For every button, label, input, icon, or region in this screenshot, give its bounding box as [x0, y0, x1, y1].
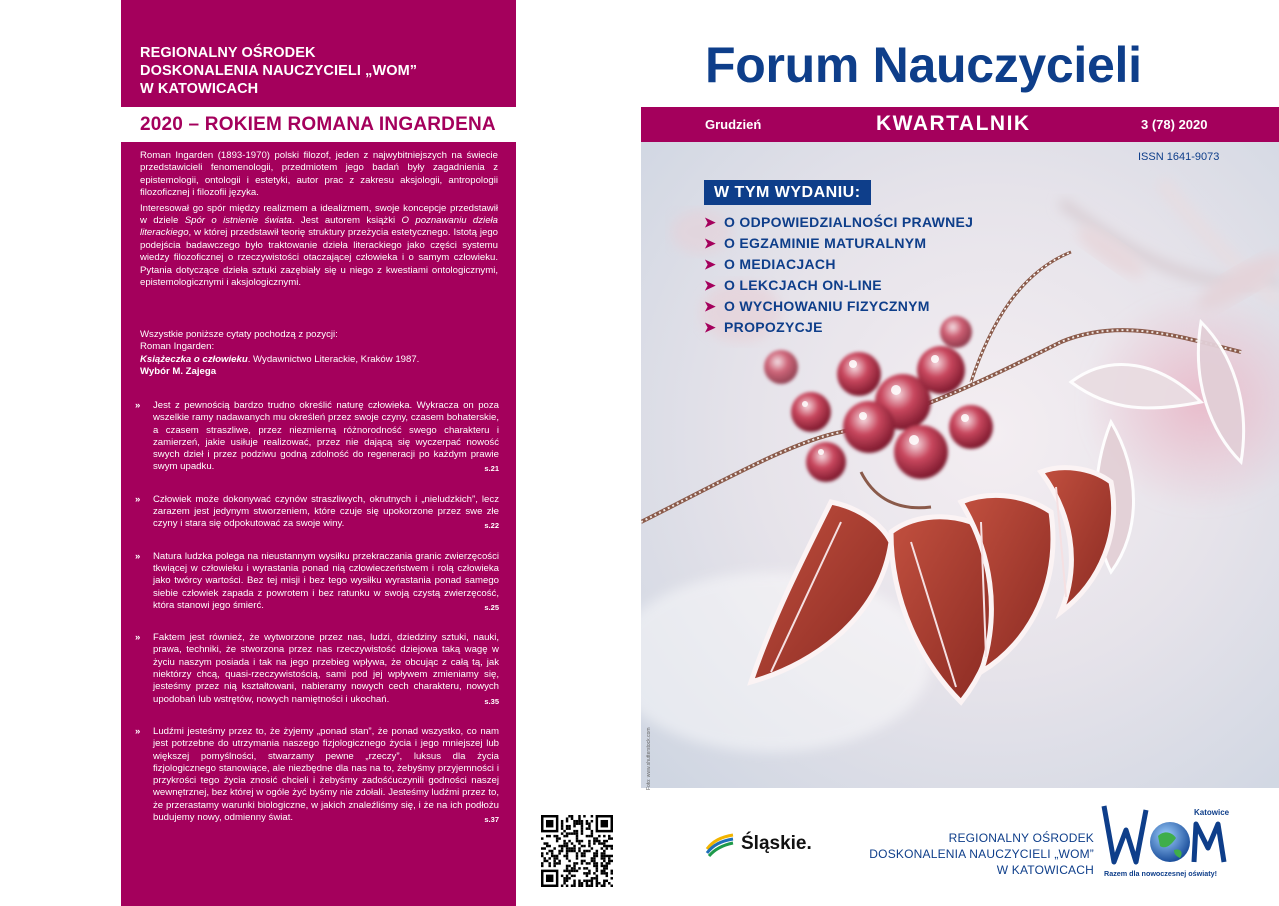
qr-code-icon — [541, 815, 613, 887]
toc-item-label: O WYCHOWANIU FIZYCZNYM — [724, 298, 930, 314]
arrow-icon: ➤ — [704, 256, 717, 272]
footer-org-line: W KATOWICACH — [996, 863, 1094, 877]
source-book-title: Książeczka o człowieku — [140, 353, 248, 365]
intro-paragraph-1: Roman Ingarden (1893-1970) polski filozof, jeden z najwybitniejszych na świecie przedstawicieli fenomenologii, przedmiotem jego badań były zagadnienia z epistemologii, ontologii i estetyki, autor prac z zakresu aksjologii, antropologii filozoficznej i filozofii języka. — [140, 150, 498, 199]
toc-item-label: O LEKCJACH ON-LINE — [724, 277, 882, 293]
issue-number: 3 (78) 2020 — [1141, 117, 1208, 132]
source-line: Wszystkie poniższe cytaty pochodzą z pozycji: — [140, 329, 338, 340]
quote-mark: » — [135, 725, 141, 737]
quote-item — [135, 726, 499, 824]
photo-credit: Foto: www.shutterstock.com — [646, 727, 652, 790]
org-line: DOSKONALENIA NAUCZYCIELI „WOM” — [140, 63, 418, 79]
back-cover — [121, 0, 516, 906]
quote-text: Jest z pewnością bardzo trudno określić naturę człowieka. Wykracza on poza wszelkie ramy nadawanych mu określeń przez swoje czyny, czasem bohaterskie, a czasem straszliwe, przez niezmierną różnorodność swego charakteru i zamierzeń, jakie usiłuje realizować, przez nie dającą się wyczerpać nowość swych dzieł i przez podziwu godną zdolność do regeneracji po każdym prawie swym upadku. — [153, 400, 499, 473]
footer-org-line: DOSKONALENIA NAUCZYCIELI „WOM” — [869, 847, 1094, 861]
arrow-icon: ➤ — [704, 319, 717, 335]
org-line: W KATOWICACH — [140, 81, 259, 97]
quote-page: s.22 — [484, 521, 499, 531]
text-run: . Jest autorem książki — [291, 215, 402, 227]
kwartalnik-label: KWARTALNIK — [876, 112, 1031, 135]
wom-slogan: Razem dla nowoczesnej oświaty! — [1104, 869, 1218, 878]
text-run: Interesował go spór między realizmem a idealizmem, swoje koncepcje przedstawił w dziele — [140, 202, 498, 227]
wom-logo — [1100, 800, 1230, 880]
source-note — [140, 329, 498, 379]
source-line — [140, 354, 498, 366]
wom-city: Katowice — [1194, 808, 1230, 817]
toc-item — [704, 296, 973, 317]
quote-mark: » — [135, 493, 141, 505]
quote-page: s.25 — [484, 602, 499, 612]
source-publisher: . Wydawnictwo Literackie, Kraków 1987. — [247, 353, 420, 365]
source-line — [140, 366, 498, 378]
toc-item-label: PROPOZYCJE — [724, 319, 823, 335]
magazine-title: Forum Nauczycieli — [705, 37, 1142, 93]
toc-item — [704, 317, 973, 338]
issn-label: ISSN 1641-9073 — [1138, 151, 1220, 163]
quote-text: Natura ludzka polega na nieustannym wysiłku przekraczania granic zwierzęcości tkwiącej w człowieku i wyrastania ponad nią człowieczeństwem i rolą człowieka jako twórcy wartości. Bez tej misji i bez tego wysiłku wyrastania ponad samego siebie człowiek zapada z powrotem i bez ratunku w swoją czystą zwierzęcość, która stanowi jego śmierć. — [153, 550, 499, 611]
toc-item — [704, 275, 973, 296]
quotes-list — [135, 400, 499, 844]
quote-mark: » — [135, 550, 141, 562]
org-line: REGIONALNY OŚRODEK — [140, 45, 316, 61]
quote-item — [135, 551, 499, 612]
book-title: Spór o istnienie świata — [184, 215, 292, 227]
arrow-icon: ➤ — [704, 235, 717, 251]
toc-item — [704, 254, 973, 275]
toc-list — [704, 212, 973, 338]
slaskie-icon — [705, 831, 735, 857]
book-title: O poznawaniu dzieła literackiego — [140, 215, 498, 239]
footer-org-line: REGIONALNY OŚRODEK — [948, 831, 1094, 845]
toc-item — [704, 212, 973, 233]
toc-item-label: O EGZAMINIE MATURALNYM — [724, 235, 927, 251]
quote-text: Ludźmi jesteśmy przez to, że żyjemy „ponad stan”, że ponad wszystko, co nam jest potrzebne do utrzymania naszego fizjologicznego życia i jego mniejszej lub większej pomyślności, stwarzamy pewne „rzeczy”, luksus dla życia fizjologicznego stanowiące, ale niezbędne dla nas na to, żebyśmy przyjemności i przykrości tego życia znosić chcieli i żebyśmy zadośćuczynili godności naszej wewnętrznej, bez której w ogóle żyć byśmy nie zdołali. Jesteśmy ludźmi przez to, że przerastamy warunki biologiczne, w jakich znaleźliśmy się, i że na ich podłożu budujemy nowy, odmienny świat. — [153, 725, 499, 824]
source-line: Roman Ingarden: — [140, 341, 215, 353]
quote-mark: » — [135, 632, 141, 644]
arrow-icon: ➤ — [704, 277, 717, 293]
quote-page: s.21 — [484, 464, 499, 474]
toc-heading: W TYM WYDANIU: — [704, 180, 871, 205]
back-org-title — [140, 44, 417, 98]
quote-page: s.35 — [484, 696, 499, 706]
year-title: 2020 – ROKIEM ROMANA INGARDENA — [121, 107, 516, 142]
toc-item — [704, 233, 973, 254]
quote-item — [135, 632, 499, 706]
quote-mark: » — [135, 400, 141, 411]
footer-org-name — [848, 830, 1094, 878]
quote-page: s.37 — [484, 815, 499, 825]
slaskie-logo — [705, 831, 812, 857]
text-run: , w której przedstawił teorię struktury przeżycia estetycznego. Istotą jego podejścia badawczego było traktowanie dzieła literackiego jako części systemu wiedzy filozoficznej o rzeczywistości otaczającej człowieka i o samym człowieku. Pytania dotyczące dzieła sztuki zazębiały się u niego z kwestiami ontologicznymi, epistemologicznymi i aksjologicznymi. — [140, 227, 498, 289]
quote-item — [135, 494, 499, 531]
toc-item-label: O MEDIACJACH — [724, 256, 836, 272]
issue-month: Grudzień — [705, 117, 762, 132]
quote-text: Człowiek może dokonywać czynów straszliwych, okrutnych i „nieludzkich”, lecz zarazem jest jedynym stworzeniem, które czuje się upokorzone przez swe złe czyny i stara się odpokutować za swoje winy. — [153, 493, 499, 530]
source-editor: M. Zajega — [172, 366, 217, 378]
arrow-icon: ➤ — [704, 298, 717, 314]
intro-text — [140, 150, 498, 292]
source-selection: Wybór — [140, 366, 173, 378]
front-band — [641, 107, 1279, 142]
intro-paragraph-2 — [140, 203, 498, 290]
quote-item — [135, 400, 499, 474]
quote-text: Faktem jest również, że wytworzone przez nas, ludzi, dziedziny sztuki, nauki, prawa, techniki, że stworzona przez nas rzeczywistość dziejowa taką wagę w życiu naszym posiada i tak na jego przebieg wpływa, że obcując z całą tą, jak niektórzy chcą, quasi-rzeczywistością, sami pod jej wpływem zmieniamy się, jesteśmy przez nią kształtowani, nabieramy nowych cech charakteru, nowych upodobań lub wstrętów, nowych namiętności i ukochań. — [153, 632, 499, 705]
slaskie-text: Śląskie. — [741, 833, 812, 854]
toc-item-label: O ODPOWIEDZIALNOŚCI PRAWNEJ — [724, 214, 974, 230]
arrow-icon: ➤ — [704, 214, 717, 230]
